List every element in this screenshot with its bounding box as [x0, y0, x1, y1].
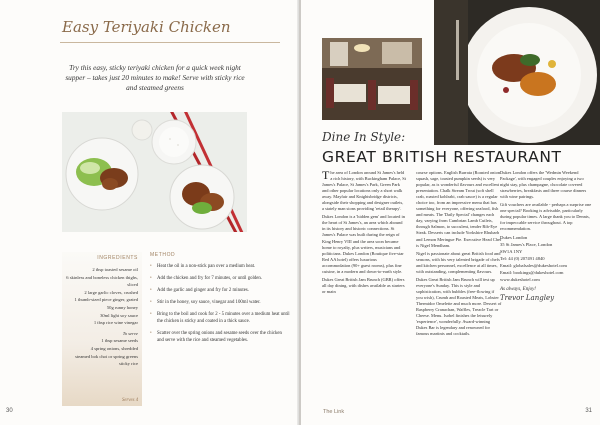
method-step: • Scatter over the spring onions and sesame seeds over the chicken and serve with the rice and steamed vegetables. — [150, 331, 282, 343]
bullet-icon: • — [150, 312, 152, 317]
email-link[interactable]: Email: bookings@dukeshotel.com — [500, 270, 564, 276]
recipe-page — [0, 0, 299, 425]
article-column-3: Dukes London offers the 'Wedmin Weekend Package', with engaged couples enjoying a two night stay, plus champagne, chocolate covered strawberries, breakfasts and three course dinners with wine pairings. Gift vouchers are available - perhaps a surprise one one special? Booking is advisable, particularly during popular times. A large thank you to Dennis, for impeccable service throughout. A top recommendation. Dukes London 35 St James's Place, London SW1A 1NY Tel: 44 (0) 207491 4840 Email: globalsales@dukeshotel.com Email: bookings@dukeshotel.com www.dukeshotel.com As always, Enjoy! Trevor Langley — [500, 170, 592, 302]
phone-number: Tel: 44 (0) 207491 4840 — [500, 256, 545, 262]
article-column-1: The area of London around St James's held a rich history, with Buckingham Palace, St James's Palace, St James's Park, Green Park and other popular locations only a short walk away. Mayfair and Knightsbridge districts, alongside their shopping and designer outlets, a stately man sions providing 'retail therapy'. Dukes London is a 'hidden gem' and located in the heart of St James's, an area which abound in its history and historic connections. St James's Palace was built during the reign of King Henry VIII and the area soon became home to royalty, plus writers, musicians and politicians. Dukes London (Boutique five-star Red AA hotel) offers luxurious accommodation (90+ guest rooms), plus fine cuisine, in a modern and down-to-earth style. Dukes Great British Jam Brunch (GBR) offers all day dining, with dishes available as starters or main — [322, 168, 406, 294]
method-step: • Add the chicken and fry for 7 minutes, or until golden. — [150, 276, 262, 281]
method-section — [150, 252, 290, 349]
teriyaki-chicken-illustration — [62, 112, 247, 232]
method-step: • Bring to the boil and cook for 2 - 5 minutes over a medium heat until the chicken is sticky and coated in a thick sauce. — [150, 312, 290, 324]
ingredient-item: 2 large garlic cloves, crushed — [84, 289, 138, 295]
website-link[interactable]: www.dukeshotel.com — [500, 277, 540, 283]
article-kicker: Dine In Style: — [322, 130, 406, 144]
magazine-name: The Link — [323, 409, 345, 415]
method-heading: METHOD — [150, 252, 176, 258]
restaurant-address: Dukes London 35 St James's Place, London SW1A 1NY Tel: 44 (0) 207491 4840 Email: globalsales@dukeshotel.com Email: bookings@dukeshotel.com www.dukeshotel.com — [500, 234, 592, 283]
restaurant-review-page — [301, 0, 600, 425]
ingredient-item: 30ml light soy sauce — [100, 312, 138, 318]
ingredient-item: 1 tbsp rice wine vinegar — [93, 320, 138, 326]
to-serve-item: steamed bok choi or spring greens — [75, 353, 138, 359]
ingredients-heading: INGREDIENTS — [97, 255, 138, 261]
ingredient-item: 2 tbsp toasted sesame oil — [92, 267, 138, 272]
bullet-icon: • — [150, 331, 152, 336]
serves-note: Serves 4 — [122, 398, 139, 403]
restaurant-interior-illustration — [322, 38, 422, 120]
restaurant-interior-photo — [322, 38, 422, 120]
drop-cap: T — [322, 168, 330, 182]
to-serve-item: sticky rice — [118, 361, 138, 367]
bullet-icon: • — [150, 264, 152, 269]
recipe-intro: Try this easy, sticky teriyaki chicken for a quick week night supper – takes just 20 minutes to make! Serve with sticky rice and steamed greens — [65, 63, 245, 92]
ingredient-item: 50g runny honey — [106, 304, 138, 310]
method-step: • Heat the oil in a non-stick pan over a medium heat. — [150, 264, 256, 269]
plated-dish-illustration — [434, 0, 600, 145]
ingredient-item: 1 thumb-sized piece ginger, grated — [74, 297, 138, 303]
page-number-right: 31 — [585, 408, 592, 414]
dish-photo — [434, 0, 600, 145]
author-signature: Trevor Langley — [500, 293, 555, 302]
method-step: • Add the garlic and ginger and fry for 2 minutes. — [150, 288, 249, 293]
sign-off: As always, Enjoy! — [500, 287, 536, 293]
bullet-icon: • — [150, 276, 152, 281]
email-link[interactable]: Email: globalsales@dukeshotel.com — [500, 263, 567, 269]
article-title: GREAT BRITISH RESTAURANT — [322, 148, 562, 166]
to-serve-item: 1 tbsp sesame seeds — [101, 338, 138, 344]
bullet-icon: • — [150, 288, 152, 293]
article-column-2: course options. English Burrata (Roasted onion squash, sage, toasted pumpkin seeds) is very popular, as is wonderful flavours and excellent presentation. Chalk Stream Trout (soft shell crab, roasted kohlrabi, crab sauce) is a regular choice too, from an impressive menu that has something for everyone, offering seafood, fish and meats. The 'Daily Special' changes each day, varying from Cumbrian Lamb Cutlets, through Salmon, to succulent, tender Rib-Eye Steak. Desserts can include Yorkshire Rhubarb and Lemon Meringue Pie. Executive Head Chef is Nigel Mendham. Nigel is passionate about great British food and seasons, with his very talented brigade of chefs and kitchen personnel, excellence at all times, with outstanding, complementing flavours. Dukes Great British Jam Brunch will test up everyone's Sunday. This is style and sophistication, with bubbles (free-flowing if you wish), Crumb and Roasted Meats, Lobster Thermidor Omelette and much more. Dessert of Raspberry Cranachan, Waffles, Treacle Tart or Cheese. Menu. Isobel finishes the leisurely 'experience', wonderfully. Award-winning Dukes Bar is legendary and renowned for famous martinis and cocktails. — [416, 170, 502, 337]
to-serve-item: 4 spring onions, shredded — [90, 345, 138, 351]
page-number-left: 30 — [6, 408, 13, 414]
to-serve-heading: To serve — [122, 330, 138, 336]
title-divider — [60, 42, 280, 43]
recipe-photo — [62, 112, 247, 232]
ingredient-item: 6 skinless and boneless chicken thighs, sliced — [66, 274, 138, 288]
recipe-title: Easy Teriyaki Chicken — [62, 18, 231, 36]
method-step: • Stir in the honey, soy sauce, vinegar and 100ml water. — [150, 300, 261, 305]
bullet-icon: • — [150, 300, 152, 305]
ingredients-panel — [62, 252, 142, 406]
